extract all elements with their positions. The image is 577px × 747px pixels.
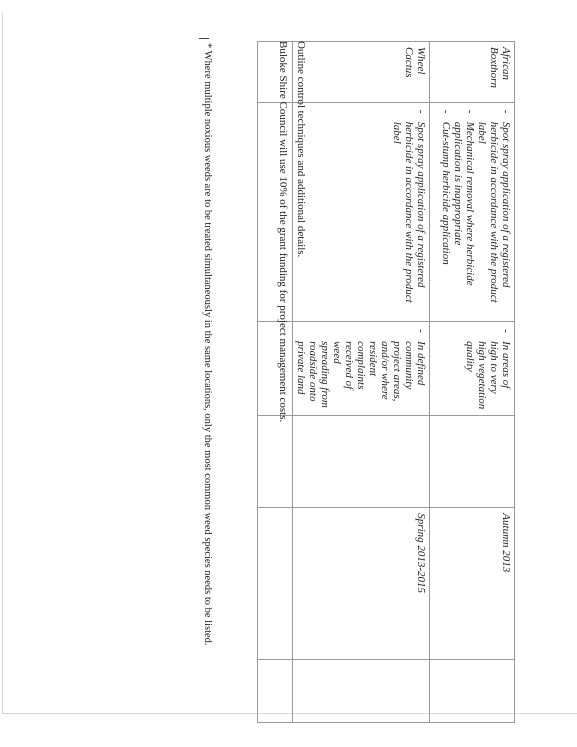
list-item: - Cut-stump herbicide application (440, 108, 452, 316)
council-statement: Buloke Shire Council will use 10% of the grant funding for project management costs. (277, 41, 289, 423)
timeframe-cell: Autumn 2013 (430, 508, 515, 660)
weed-name-cell: Wheel Cactus (293, 42, 430, 103)
technique-cell (293, 102, 430, 321)
list-item: - In areas of high to very high vegetation quality (464, 327, 512, 409)
list-item: - In defined community project areas, and/or where resident complaints received of weed spreading from roadside onto private land (295, 327, 427, 409)
location-list (295, 327, 427, 409)
list-item: - Mechanical removal where herbicide application is inappropriate (452, 108, 476, 316)
empty-cell (258, 415, 293, 508)
footnote-marker (199, 38, 209, 39)
empty-cell (258, 508, 293, 660)
list-item: - Spot spray application of a registered herbicide in accordance with the product label (391, 108, 427, 316)
empty-cell (430, 660, 515, 723)
technique-cell (430, 102, 515, 321)
outline-instruction: Outline control techniques and additional details. (295, 41, 307, 258)
weed-name-cell: African Boxthorn (430, 42, 515, 103)
empty-cell (293, 660, 430, 723)
table-row (293, 42, 430, 723)
empty-cell (430, 415, 515, 508)
table-row (430, 42, 515, 723)
location-cell (293, 322, 430, 415)
technique-list (440, 108, 512, 316)
empty-cell (258, 660, 293, 723)
technique-list (391, 108, 427, 316)
location-list (464, 327, 512, 409)
location-cell (430, 322, 515, 415)
timeframe-cell: Spring 2013-2015 (293, 508, 430, 660)
empty-cell (293, 415, 430, 508)
footnote: * Where multiple noxious weeds are to be treated simultaneously in the same locations, only the most common weed species needs to be listed. (202, 43, 213, 646)
list-item: - Spot spray application of a registered herbicide in accordance with the product label (476, 108, 512, 316)
